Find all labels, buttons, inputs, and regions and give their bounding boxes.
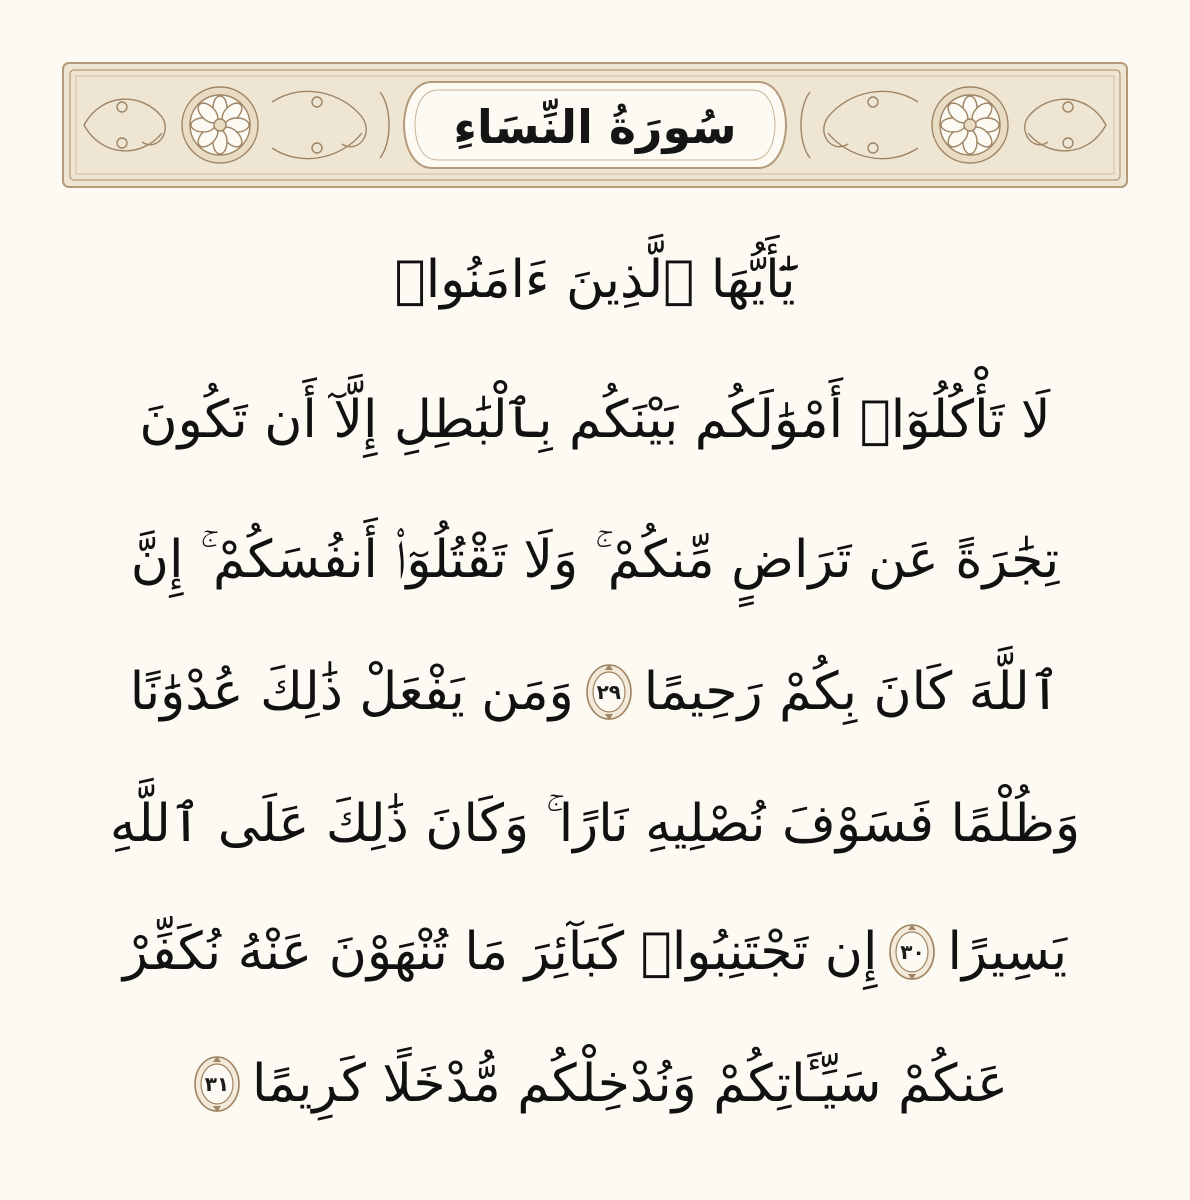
verse-number: ٢٩ — [596, 680, 621, 704]
ayah-line-5 — [68, 770, 1122, 878]
verse-number: ٣١ — [204, 1072, 230, 1096]
ayah-line-text: إِن تَجْتَنِبُوا۟ كَبَآئِرَ مَا تُنْهَوْنَ عَنْهُ نُكَفِّرْ — [122, 922, 878, 982]
ayah-line-text: لَا تَأْكُلُوٓا۟ أَمْوَٰلَكُم بَيْنَكُم بِٱلْبَٰطِلِ إِلَّآ أَن تَكُونَ — [139, 390, 1051, 450]
ayah-line-text: وَظُلْمًا فَسَوْفَ نُصْلِيهِ نَارًا ۚ وَكَانَ ذَٰلِكَ عَلَى ٱللَّهِ — [109, 794, 1081, 854]
ayah-line-7 — [68, 1030, 1122, 1138]
ayah-line-1 — [68, 226, 1122, 334]
ayah-line-text: ٱللَّهَ كَانَ بِكُمْ رَحِيمًا — [643, 662, 1061, 722]
ayah-line-text: يَسِيرًا — [947, 922, 1068, 982]
verse-end-marker — [584, 662, 634, 722]
surah-header-banner — [62, 62, 1128, 188]
verse-end-marker — [887, 922, 937, 982]
ayah-line-6 — [68, 898, 1122, 1006]
verse-number: ٣٠ — [900, 940, 925, 964]
surah-title: سُورَةُ النِّسَاءِ — [453, 100, 737, 154]
verse-end-marker — [192, 1054, 242, 1114]
ayah-line-2 — [68, 366, 1122, 474]
ayah-line-4 — [68, 638, 1122, 746]
ayah-line-3 — [68, 506, 1122, 614]
ayah-line-text: عَنكُمْ سَيِّـَٔاتِكُمْ وَنُدْخِلْكُم مُّدْخَلًا كَرِيمًا — [252, 1054, 1009, 1114]
ayah-line-text: يَٰٓأَيُّهَا ٱلَّذِينَ ءَامَنُوا۟ — [394, 250, 796, 310]
ayah-line-text: تِجَٰرَةً عَن تَرَاضٍ مِّنكُمْ ۚ وَلَا تَقْتُلُوٓا۟ أَنفُسَكُمْ ۚ إِنَّ — [130, 530, 1060, 590]
ayah-line-text: وَمَن يَفْعَلْ ذَٰلِكَ عُدْوَٰنًا — [129, 662, 574, 722]
